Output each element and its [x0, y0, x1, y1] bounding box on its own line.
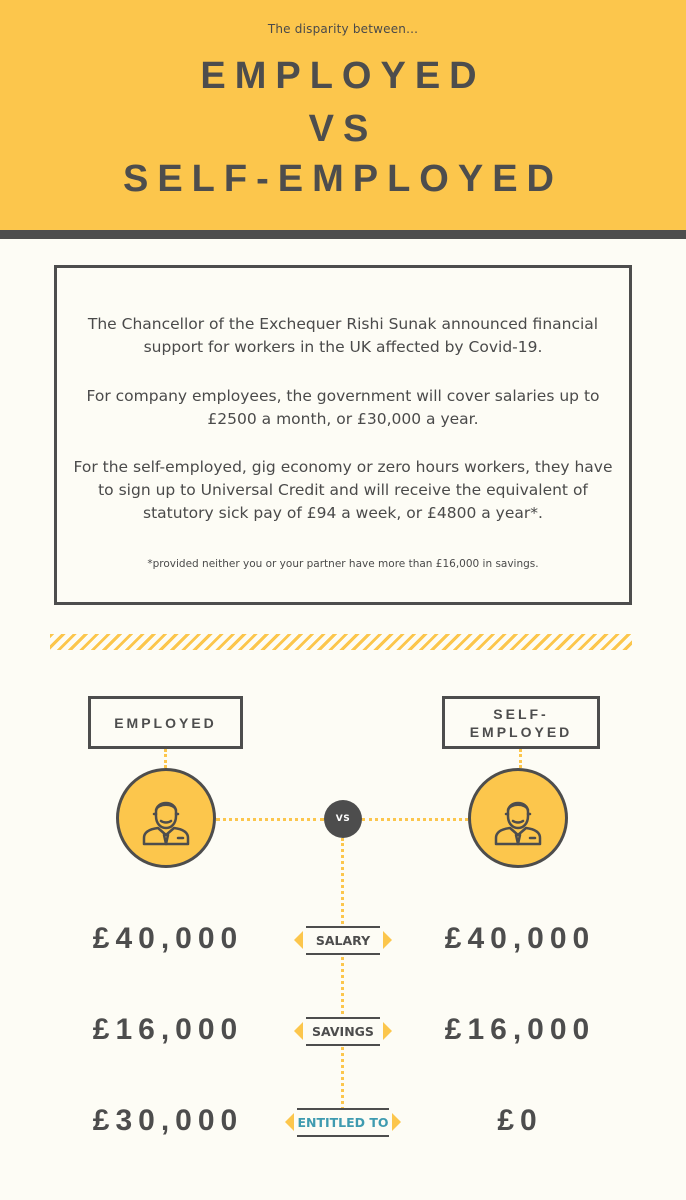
employed-salary: £40,000 — [92, 922, 244, 955]
businessman-icon — [488, 788, 548, 848]
row-label-text: SAVINGS — [306, 1017, 380, 1046]
arrow-right-icon — [392, 1113, 401, 1131]
self-employed-salary: £40,000 — [444, 922, 596, 955]
connector-vs-right — [362, 818, 468, 821]
row-label-salary — [294, 922, 392, 958]
hatched-divider — [50, 634, 632, 650]
info-paragraph-1: The Chancellor of the Exchequer Rishi Sunak announced financial support for workers in the UK affected by Covid-19. — [87, 315, 599, 356]
row-label-text: SALARY — [306, 926, 380, 955]
row-label-entitled — [286, 1104, 400, 1140]
info-footnote: *provided neither you or your partner have more than £16,000 in savings. — [147, 558, 539, 570]
arrow-right-icon — [383, 1022, 392, 1040]
employed-label: EMPLOYED — [88, 696, 243, 749]
row-label-savings — [294, 1013, 392, 1049]
self-employed-entitled: £0 — [497, 1104, 543, 1137]
row-label-text: ENTITLED TO — [297, 1108, 388, 1137]
arrow-left-icon — [294, 1022, 303, 1040]
arrow-right-icon — [383, 931, 392, 949]
header-banner — [0, 0, 686, 239]
self-employed-avatar — [468, 768, 568, 868]
self-employed-label: SELF-EMPLOYED — [442, 696, 600, 749]
info-box — [54, 265, 632, 605]
info-paragraph-3: For the self-employed, gig economy or zero hours workers, they have to sign up to Universal Credit and will receive the equivalent of statutory sick pay of £94 a week, or £4800 a year*. — [73, 458, 613, 522]
connector-left-vs — [216, 818, 324, 821]
self-employed-savings: £16,000 — [444, 1013, 596, 1046]
businessman-icon — [136, 788, 196, 848]
arrow-left-icon — [294, 931, 303, 949]
title-vs: VS — [308, 108, 378, 150]
connector-right-top — [519, 749, 522, 768]
employed-savings: £16,000 — [92, 1013, 244, 1046]
connector-left-top — [164, 749, 167, 768]
employed-entitled: £30,000 — [92, 1104, 244, 1137]
vs-badge: VS — [324, 800, 362, 838]
header-kicker: The disparity between... — [267, 22, 419, 36]
title-employed: EMPLOYED — [200, 55, 486, 97]
title-self-employed: SELF-EMPLOYED — [122, 158, 564, 200]
arrow-left-icon — [285, 1113, 294, 1131]
info-paragraph-2: For company employees, the government will cover salaries up to £2500 a month, or £30,000 a year. — [86, 387, 600, 428]
employed-avatar — [116, 768, 216, 868]
connector-center — [341, 838, 344, 1128]
